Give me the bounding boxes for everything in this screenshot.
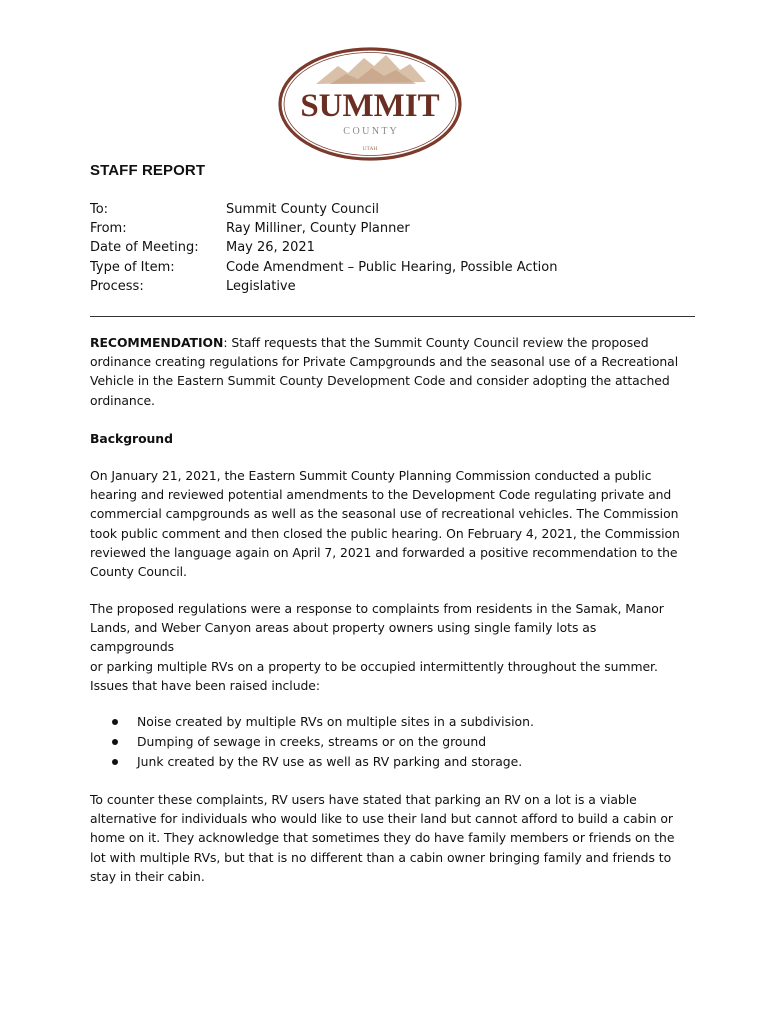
paragraph-line: commercial campgrounds as well as the seasonal use of recreational vehicles. The Commission — [90, 506, 679, 522]
paragraph-line: stay in their cabin. — [90, 868, 205, 884]
bullet-icon — [112, 719, 118, 725]
issues-intro: Issues that have been raised include: — [90, 678, 321, 693]
list-item-text: Noise created by multiple RVs on multiple sites in a subdivision. — [137, 714, 534, 729]
paragraph-line: or parking multiple RVs on a property to be occupied intermittently throughout the summer. — [90, 658, 658, 674]
report-title: STAFF REPORT — [90, 162, 206, 179]
paragraph-line: To counter these complaints, RV users have stated that parking an RV on a lot is a viable — [90, 792, 637, 807]
meta-label: From: — [90, 221, 127, 237]
meta-value: Legislative — [226, 278, 296, 294]
logo-county-text: C O U N T Y — [343, 126, 397, 137]
paragraph-line: Lands, and Weber Canyon areas about property owners using single family lots as campgrounds — [90, 620, 597, 655]
list-item-text: Dumping of sewage in creeks, streams or on the ground — [137, 734, 487, 749]
paragraph-line: alternative for individuals who would like to use their land but cannot afford to build a cabin or — [90, 811, 673, 827]
meta-label: To: — [90, 202, 109, 217]
recommendation-line: ordinance. — [90, 392, 155, 408]
recommendation-paragraph — [90, 333, 680, 410]
recommendation-line: Vehicle in the Eastern Summit County Development Code and consider adopting the attached — [90, 373, 670, 389]
background-paragraph-2 — [90, 599, 680, 676]
background-heading: Background — [90, 431, 173, 446]
paragraph-line: County Council. — [90, 564, 187, 580]
paragraph-line: reviewed the language again on April 7, 2021 and forwarded a positive recommendation to the — [90, 544, 678, 560]
bullet-icon — [112, 759, 118, 765]
meta-value: Ray Milliner, County Planner — [226, 221, 410, 237]
meta-label: Type of Item: — [90, 259, 175, 275]
paragraph-line: hearing and reviewed potential amendments to the Development Code regulating private and — [90, 487, 672, 503]
meta-value: May 26, 2021 — [226, 240, 315, 256]
logo-wordmark: SUMMIT — [300, 88, 440, 124]
bullet-icon — [112, 739, 118, 745]
paragraph-line: took public comment and then closed the public hearing. On February 4, 2021, the Commission — [90, 525, 680, 541]
meta-label: Date of Meeting: — [90, 240, 199, 256]
paragraph-line: home on it. They acknowledge that sometimes they do have family members or friends on the — [90, 830, 675, 846]
meta-value: Summit County Council — [226, 202, 379, 217]
meta-value: Code Amendment – Public Hearing, Possible Action — [226, 259, 558, 275]
paragraph-line: The proposed regulations were a response to complaints from residents in the Samak, Manor — [90, 601, 664, 616]
summit-county-logo — [276, 46, 464, 162]
paragraph-line: lot with multiple RVs, but that is no different than a cabin owner bringing family and friends to — [90, 849, 672, 865]
recommendation-label: RECOMMENDATION — [90, 335, 224, 350]
logo-state-text: UTAH — [362, 146, 378, 152]
background-paragraph-1 — [90, 466, 680, 581]
recommendation-line: ordinance creating regulations for Private Campgrounds and the seasonal use of a Recreational — [90, 354, 679, 370]
background-paragraph-3 — [90, 790, 680, 886]
paragraph-line: On January 21, 2021, the Eastern Summit County Planning Commission conducted a public — [90, 468, 652, 483]
recommendation-line: : Staff requests that the Summit County Council review the proposed — [223, 335, 649, 350]
list-item-text: Junk created by the RV use as well as RV parking and storage. — [137, 754, 523, 769]
meta-label: Process: — [90, 278, 144, 294]
divider-rule — [90, 316, 695, 317]
